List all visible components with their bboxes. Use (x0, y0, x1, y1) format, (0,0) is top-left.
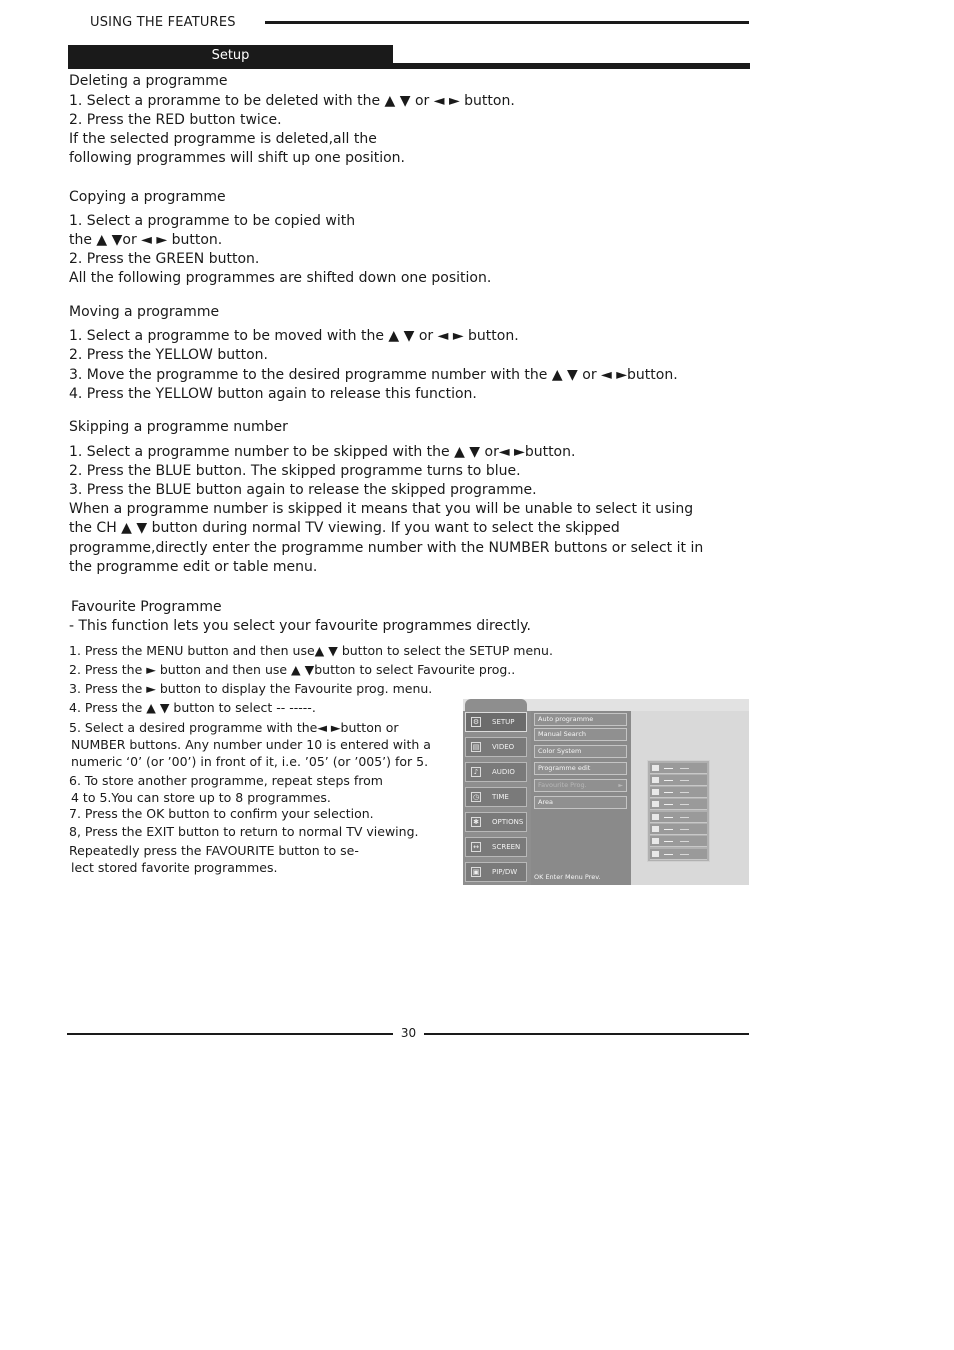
skipping-line: 2. Press the BLUE button. The skipped programme turns to blue. (69, 463, 521, 479)
skipping-line: the programme edit or table menu. (69, 559, 318, 575)
favourite-step: 6. To store another programme, repeat steps from (69, 773, 383, 788)
menu-tab-setup: ⚙ SETUP (465, 712, 527, 732)
menu-tab-top (465, 699, 527, 713)
setup-icon: ⚙ (472, 718, 480, 726)
favourite-step: 3. Press the ► button to display the Favourite prog. menu. (69, 681, 433, 696)
moving-line: 3. Move the programme to the desired programme number with the ▲ ▼ or ◄ ►button. (69, 367, 678, 383)
favourite-slot (650, 775, 707, 786)
favourite-intro: - This function lets you select your favourite programmes directly. (69, 618, 531, 634)
favourite-slot (650, 799, 707, 810)
options-icon: ✱ (471, 817, 481, 827)
pip-icon: ▣ (472, 868, 480, 876)
skipping-line: the CH ▲ ▼ button during normal TV viewing. If you want to select the skipped (69, 520, 620, 536)
menu-tab-options: ✱ OPTIONS (465, 812, 527, 832)
menu-tab-pipdw: ▣ PIP/DW (465, 862, 527, 882)
menu-item-manual-search: Manual Search (534, 728, 627, 741)
favourite-step: Repeatedly press the FAVOURITE button to se- (69, 843, 359, 858)
copying-line: the ▲ ▼or ◄ ► button. (69, 232, 223, 248)
menu-footer-hints: OK Enter Menu Prev. (534, 873, 601, 881)
section-label: Setup (211, 48, 250, 63)
menu-tab-video: ▤ VIDEO (465, 737, 527, 757)
favourite-slot (650, 812, 707, 823)
skipping-line: 1. Select a programme number to be skipped with the ▲ ▼ or◄ ►button. (69, 444, 576, 460)
favourite-slot (650, 763, 707, 774)
favourite-step: 1. Press the MENU button and then use▲ ▼ button to select the SETUP menu. (69, 643, 553, 658)
chevron-right-icon: ► (618, 782, 623, 789)
favourite-step: 4. Press the ▲ ▼ button to select -- -----. (69, 700, 316, 715)
chapter-title: USING THE FEATURES (90, 15, 236, 30)
deleting-line: following programmes will shift up one position. (69, 150, 406, 166)
favourite-step: NUMBER buttons. Any number under 10 is entered with a (71, 737, 431, 752)
favourite-slot (650, 824, 707, 835)
copying-line: 2. Press the GREEN button. (69, 251, 260, 267)
deleting-line: 2. Press the RED button twice. (69, 112, 282, 128)
page-number: 30 (400, 1026, 417, 1040)
menu-tab-time: ◷ TIME (465, 787, 527, 807)
clock-icon: ◷ (472, 793, 480, 801)
menu-tab-audio: ♪ AUDIO (465, 762, 527, 782)
favourite-slot (650, 787, 707, 798)
favourite-step: 5. Select a desired programme with the◄ ►button or (69, 720, 399, 735)
copying-title: Copying a programme (69, 189, 226, 205)
deleting-title: Deleting a programme (69, 73, 228, 89)
footer-rule-left (67, 1033, 393, 1035)
skipping-title: Skipping a programme number (69, 419, 288, 435)
favourite-step: 2. Press the ► button and then use ▲ ▼button to select Favourite prog.. (69, 662, 516, 677)
menu-item-color-system: Color System (534, 745, 627, 758)
screen-icon: ↔ (471, 842, 481, 852)
menu-item-area: Area (534, 796, 627, 809)
section-rule (68, 63, 750, 69)
copying-line: All the following programmes are shifted down one position. (69, 270, 492, 286)
favourite-step: 8, Press the EXIT button to return to normal TV viewing. (69, 824, 419, 839)
menu-item-programme-edit: Programme edit (534, 762, 627, 775)
deleting-line: 1. Select a proramme to be deleted with the ▲ ▼ or ◄ ► button. (69, 93, 515, 109)
deleting-line: If the selected programme is deleted,all the (69, 131, 377, 147)
favourite-step: 7. Press the OK button to confirm your selection. (69, 806, 374, 821)
menu-item-favourite-prog: Favourite Prog. ► (534, 779, 627, 792)
favourite-step: numeric ‘0’ (or ’00’) in front of it, i.e. ’05’ (or ’005’) for 5. (71, 754, 429, 769)
setup-menu-screenshot (463, 699, 749, 885)
menu-item-auto-programme: Auto programme (534, 713, 627, 726)
favourite-title: Favourite Programme (71, 599, 222, 615)
moving-title: Moving a programme (69, 304, 220, 320)
menu-tab-screen: ↔ SCREEN (465, 837, 527, 857)
header-rule (265, 21, 749, 24)
footer-rule-right (424, 1033, 749, 1035)
moving-line: 1. Select a programme to be moved with the ▲ ▼ or ◄ ► button. (69, 328, 519, 344)
audio-icon: ♪ (471, 767, 481, 777)
favourite-slot (650, 849, 707, 860)
moving-line: 2. Press the YELLOW button. (69, 347, 268, 363)
skipping-line: When a programme number is skipped it means that you will be unable to select it using (69, 501, 694, 517)
favourite-slot (650, 836, 707, 847)
copying-line: 1. Select a programme to be copied with (69, 213, 356, 229)
skipping-line: 3. Press the BLUE button again to release the skipped programme. (69, 482, 537, 498)
video-icon: ▤ (472, 743, 480, 751)
favourite-step: lect stored favorite programmes. (71, 860, 278, 875)
favourite-list-panel (647, 760, 710, 862)
moving-line: 4. Press the YELLOW button again to release this function. (69, 386, 477, 402)
skipping-line: programme,directly enter the programme number with the NUMBER buttons or select it in (69, 540, 704, 556)
favourite-step: 4 to 5.You can store up to 8 programmes. (71, 790, 331, 805)
